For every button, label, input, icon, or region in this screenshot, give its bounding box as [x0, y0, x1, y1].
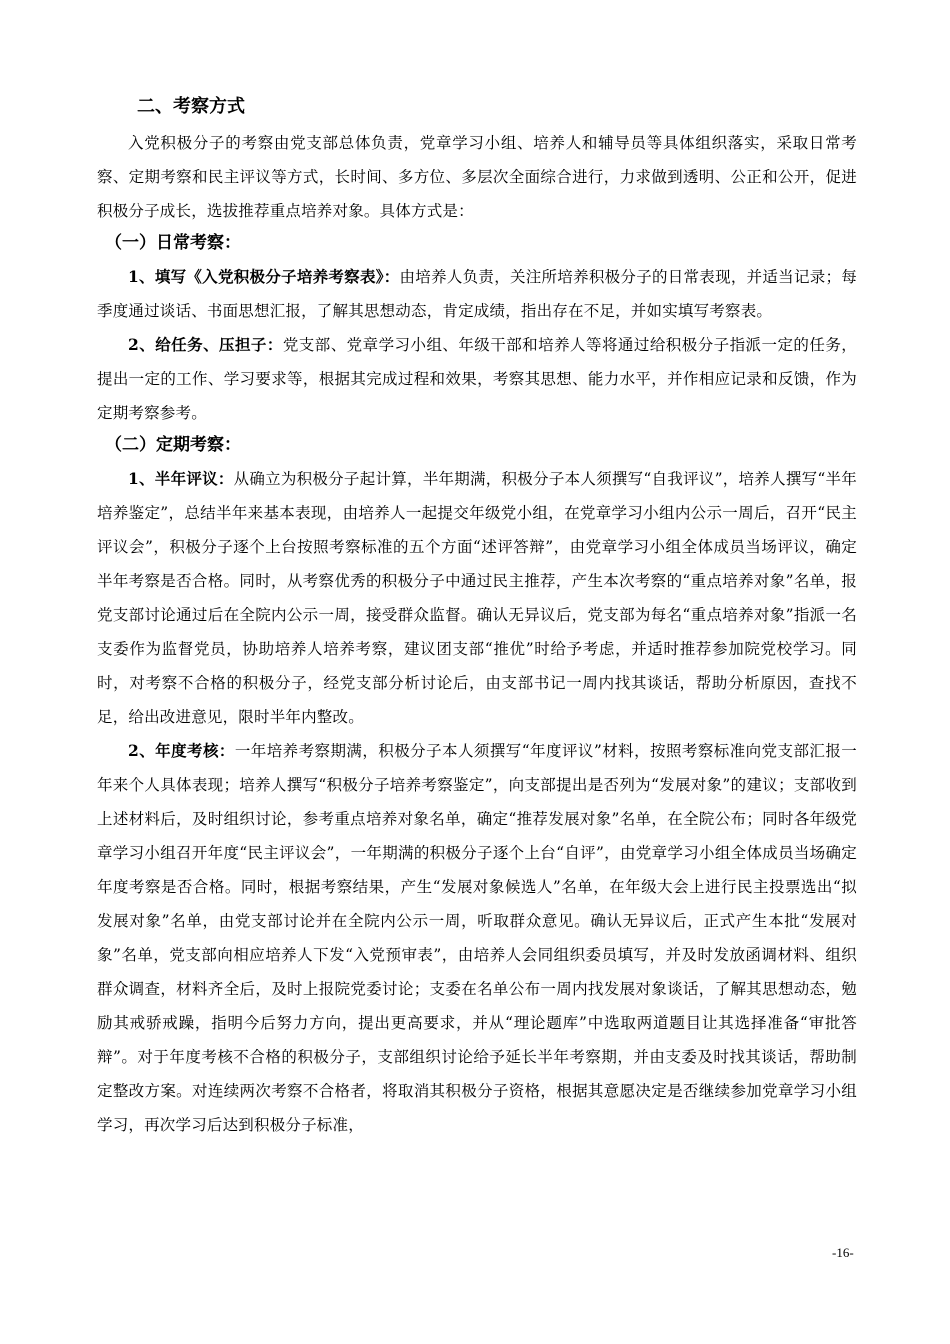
daily-item-1-lead: 1、填写《入党积极分子培养考察表》：	[128, 267, 400, 286]
daily-item-2-lead: 2、给任务、压担子：	[128, 335, 283, 354]
periodic-item-2	[97, 734, 857, 1142]
daily-item-2	[97, 328, 857, 430]
subsection-heading-daily: （一）日常考察：	[105, 233, 241, 253]
periodic-item-1	[97, 462, 857, 734]
page-number: -16-	[832, 1245, 854, 1260]
periodic-item-2-text: 一年培养考察期满，积极分子本人须撰写“年度评议”材料，按照考察标准向党支部汇报一年来个人具体表现；培养人撰写“积极分子培养考察鉴定”，向支部提出是否列为“发展对象”的建议；支部收到上述材料后，及时组织讨论，参考重点培养对象名单，确定“推荐发展对象”名单，在全院公布；同时各年级党章学习小组召开年度“民主评议会”，一年期满的积极分子逐个上台“自评”，由党章学习小组全体成员当场确定年度考察是否合格。同时，根据考察结果，产生“发展对象候选人”名单，在年级大会上进行民主投票选出“拟发展对象”名单，由党支部讨论并在全院内公示一周，听取群众意见。确认无异议后，正式产生本批“发展对象”名单，党支部向相应培养人下发“入党预审表”，由培养人会同组织委员填写，并及时发放函调材料、组织群众调查，材料齐全后，及时上报院党委讨论；支委在名单公布一周内找发展对象谈话，了解其思想动态，勉励其戒骄戒躁，指明今后努力方向，提出更高要求，并从“理论题库”中选取两道题目让其选择准备“审批答辩”。对于年度考核不合格的积极分子，支部组织讨论给予延长半年考察期，并由支委及时找其谈话，帮助制定整改方案。对连续两次考察不合格者，将取消其积极分子资格，根据其意愿决定是否继续参加党章学习小组学习，再次学习后达到积极分子标准，	[97, 742, 857, 1134]
section-heading: 二、考察方式	[137, 96, 245, 117]
daily-item-1	[97, 260, 857, 328]
periodic-item-1-lead: 1、半年评议：	[128, 469, 234, 488]
daily-item-1-text: 由培养人负责，关注所培养积极分子的日常表现，并适当记录；每季度通过谈话、书面思想汇报，了解其思想动态，肯定成绩，指出存在不足，并如实填写考察表。	[97, 268, 857, 320]
document-body	[97, 92, 857, 1142]
daily-item-2-text: 党支部、党章学习小组、年级干部和培养人等将通过给积极分子指派一定的任务，提出一定的工作、学习要求等，根据其完成过程和效果，考察其思想、能力水平，并作相应记录和反馈，作为定期考察参考。	[97, 336, 857, 422]
periodic-item-1-text: 从确立为积极分子起计算，半年期满，积极分子本人须撰写“自我评议”，培养人撰写“半年培养鉴定”，总结半年来基本表现，由培养人一起提交年级党小组，在党章学习小组内公示一周后，召开“民主评议会”，积极分子逐个上台按照考察标准的五个方面“述评答辩”，由党章学习小组全体成员当场评议，确定半年考察是否合格。同时，从考察优秀的积极分子中通过民主推荐，产生本次考察的“重点培养对象”名单，报党支部讨论通过后在全院内公示一周，接受群众监督。确认无异议后，党支部为每名“重点培养对象”指派一名支委作为监督党员，协助培养人培养考察，建议团支部“推优”时给予考虑，并适时推荐参加院党校学习。同时，对考察不合格的积极分子，经党支部分析讨论后，由支部书记一周内找其谈话，帮助分析原因，查找不足，给出改进意见，限时半年内整改。	[97, 470, 857, 726]
periodic-item-2-lead: 2、年度考核：	[128, 741, 235, 760]
subsection-heading-periodic: （二）定期考察：	[105, 435, 241, 455]
intro-paragraph: 入党积极分子的考察由党支部总体负责，党章学习小组、培养人和辅导员等具体组织落实，采取日常考察、定期考察和民主评议等方式，长时间、多方位、多层次全面综合进行，力求做到透明、公正和公开，促进积极分子成长，选拔推荐重点培养对象。具体方式是：	[97, 134, 857, 220]
